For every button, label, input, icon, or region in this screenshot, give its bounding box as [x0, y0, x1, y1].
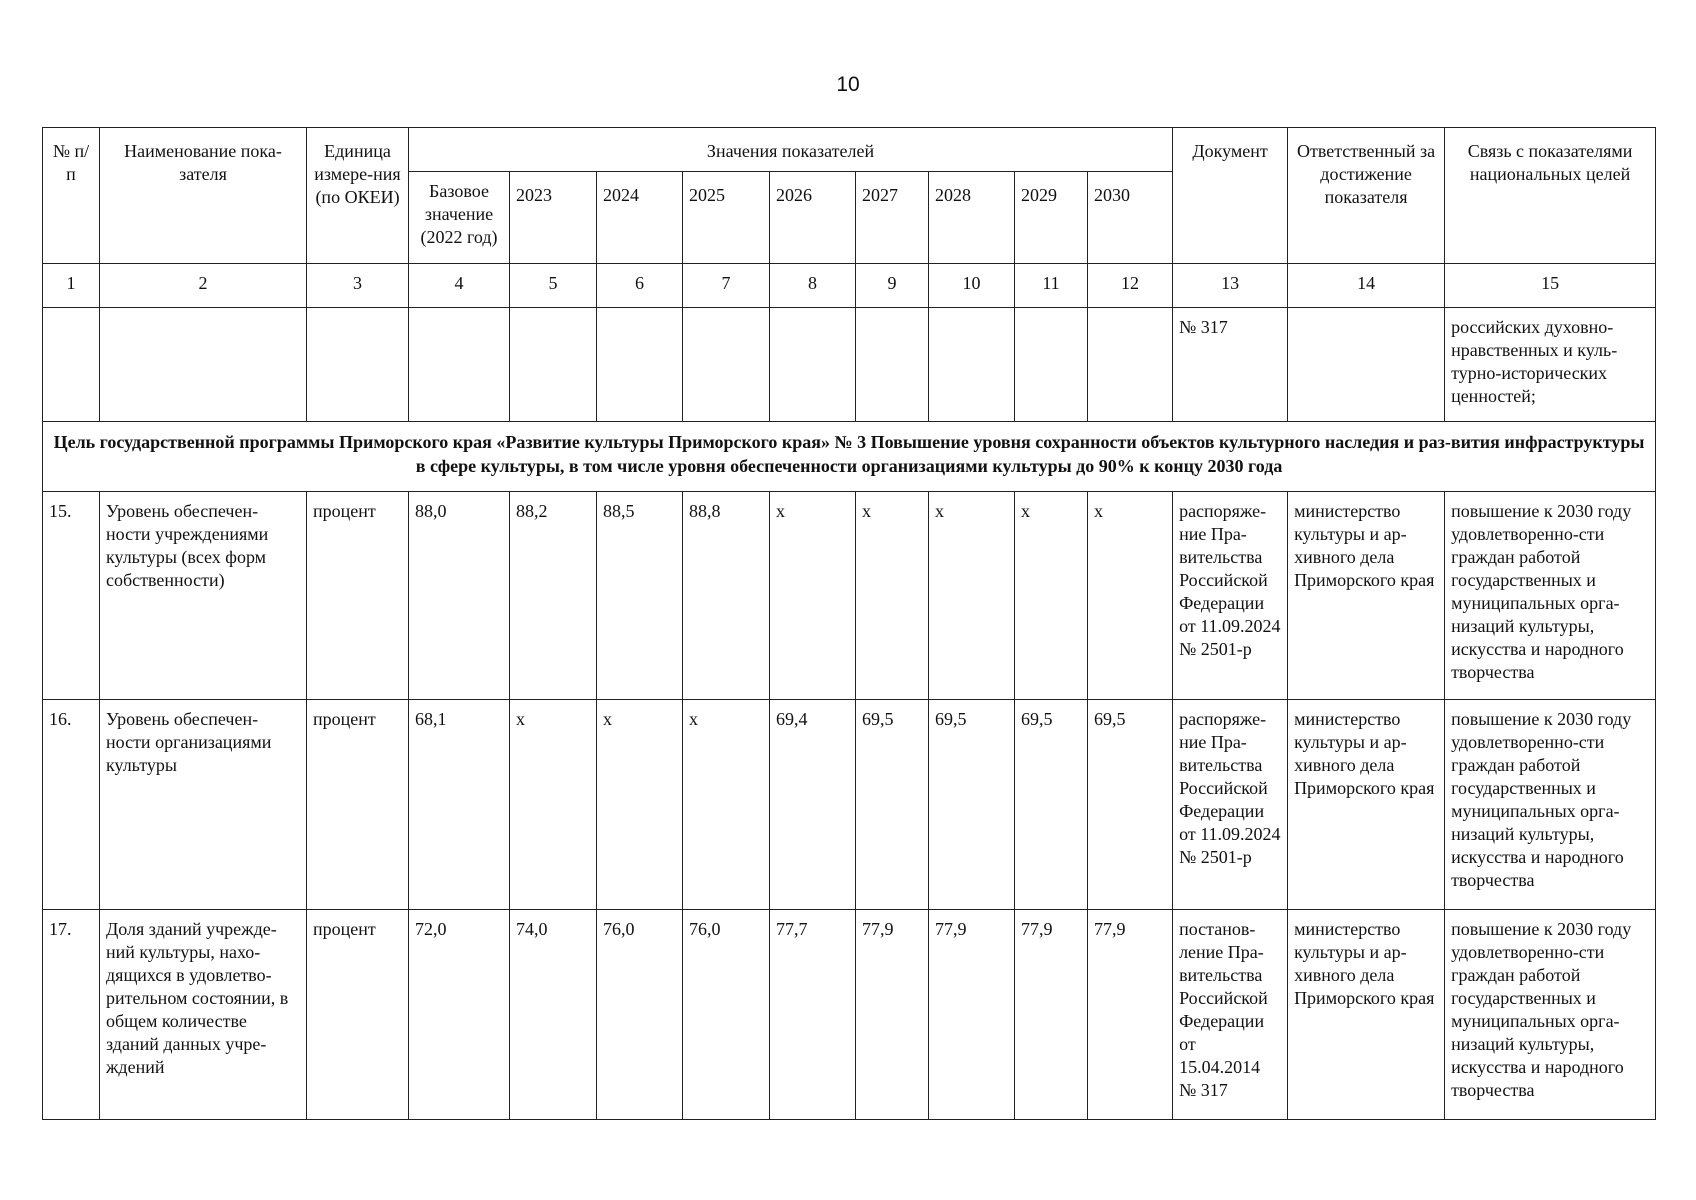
row-value: x	[683, 700, 770, 910]
row-value: 88,2	[510, 492, 597, 700]
row-value: x	[1015, 492, 1088, 700]
column-number: 11	[1015, 264, 1088, 308]
row-value: 69,5	[929, 700, 1015, 910]
table-row	[43, 910, 1656, 1120]
row-responsible: министерство культуры и ар-хивного дела Приморского края	[1288, 492, 1445, 700]
row-link: повышение к 2030 году удовлетворенно-сти граждан работой государственных и муниципальных орга-низаций культуры, искусства и народного творчества	[1445, 910, 1656, 1120]
row-num: 17.	[43, 910, 100, 1120]
row-num: 16.	[43, 700, 100, 910]
column-number: 10	[929, 264, 1015, 308]
header-year: 2030	[1088, 172, 1173, 264]
row-value: 69,5	[1088, 700, 1173, 910]
column-number: 13	[1173, 264, 1288, 308]
column-number: 5	[510, 264, 597, 308]
row-value: 69,5	[856, 700, 929, 910]
row-value: 88,8	[683, 492, 770, 700]
empty-cell	[43, 308, 100, 422]
row-value: x	[597, 700, 683, 910]
row-unit: процент	[307, 492, 409, 700]
column-number: 15	[1445, 264, 1656, 308]
column-number: 4	[409, 264, 510, 308]
row-responsible: министерство культуры и ар-хивного дела Приморского края	[1288, 910, 1445, 1120]
header-year: 2025	[683, 172, 770, 264]
empty-cell	[683, 308, 770, 422]
table-row	[43, 700, 1656, 910]
row-value: 77,9	[1088, 910, 1173, 1120]
row-document: распоряже-ние Пра-вительства Российской Федерации от 11.09.2024 № 2501-р	[1173, 492, 1288, 700]
empty-cell	[307, 308, 409, 422]
column-number: 3	[307, 264, 409, 308]
row-value: 74,0	[510, 910, 597, 1120]
column-number: 7	[683, 264, 770, 308]
row-name: Доля зданий учрежде-ний культуры, нахо-дящихся в удовлетво-рительном состоянии, в общем количестве зданий данных учре-ждений	[100, 910, 307, 1120]
header-year: 2027	[856, 172, 929, 264]
empty-cell	[510, 308, 597, 422]
header-document: Документ	[1173, 128, 1288, 264]
header-row-1	[43, 128, 1656, 172]
goal-row	[43, 422, 1656, 492]
header-year: 2028	[929, 172, 1015, 264]
header-values-group: Значения показателей	[409, 128, 1173, 172]
header-link: Связь с показателями национальных целей	[1445, 128, 1656, 264]
header-unit: Единица измере-ния (по ОКЕИ)	[307, 128, 409, 264]
row-value: 88,5	[597, 492, 683, 700]
row-document: распоряже-ние Пра-вительства Российской Федерации от 11.09.2024 № 2501-р	[1173, 700, 1288, 910]
row-value: x	[1088, 492, 1173, 700]
row-base: 68,1	[409, 700, 510, 910]
header-year: 2029	[1015, 172, 1088, 264]
row-value: x	[929, 492, 1015, 700]
row-value: x	[770, 492, 856, 700]
continuation-document: № 317	[1173, 308, 1288, 422]
row-responsible: министерство культуры и ар-хивного дела Приморского края	[1288, 700, 1445, 910]
row-value: 77,9	[1015, 910, 1088, 1120]
column-number: 12	[1088, 264, 1173, 308]
row-link: повышение к 2030 году удовлетворенно-сти граждан работой государственных и муниципальных орга-низаций культуры, искусства и народного творчества	[1445, 700, 1656, 910]
row-value: 76,0	[683, 910, 770, 1120]
row-value: x	[510, 700, 597, 910]
empty-cell	[1088, 308, 1173, 422]
header-responsible: Ответственный за достижение показателя	[1288, 128, 1445, 264]
empty-cell	[856, 308, 929, 422]
continuation-link: российских духовно-нравственных и куль-турно-исторических ценностей;	[1445, 308, 1656, 422]
header-num: № п/п	[43, 128, 100, 264]
empty-cell	[597, 308, 683, 422]
header-year: 2023	[510, 172, 597, 264]
column-number: 9	[856, 264, 929, 308]
column-number: 8	[770, 264, 856, 308]
column-number: 6	[597, 264, 683, 308]
row-value: 77,7	[770, 910, 856, 1120]
continuation-row	[43, 308, 1656, 422]
row-value: 69,4	[770, 700, 856, 910]
row-value: 69,5	[1015, 700, 1088, 910]
goal-text: Цель государственной программы Приморского края «Развитие культуры Приморского края» № 3 Повышение уровня сохранности объектов культурного наследия и раз-вития инфраструктуры в сфере культуры, в том числе уровня обеспеченности организациями культуры до 90% к концу 2030 года	[43, 422, 1656, 492]
row-value: 77,9	[929, 910, 1015, 1120]
row-unit: процент	[307, 910, 409, 1120]
column-numbers-row	[43, 264, 1656, 308]
row-link: повышение к 2030 году удовлетворенно-сти граждан работой государственных и муниципальных орга-низаций культуры, искусства и народного творчества	[1445, 492, 1656, 700]
header-year: 2026	[770, 172, 856, 264]
column-number: 2	[100, 264, 307, 308]
row-name: Уровень обеспечен-ности организациями культуры	[100, 700, 307, 910]
row-value: 77,9	[856, 910, 929, 1120]
empty-cell	[1288, 308, 1445, 422]
table-row	[43, 492, 1656, 700]
empty-cell	[409, 308, 510, 422]
row-value: x	[856, 492, 929, 700]
row-base: 88,0	[409, 492, 510, 700]
row-document: постанов-ление Пра-вительства Российской Федерации от 15.04.2014 № 317	[1173, 910, 1288, 1120]
empty-cell	[100, 308, 307, 422]
empty-cell	[1015, 308, 1088, 422]
page-number: 10	[836, 73, 860, 96]
row-base: 72,0	[409, 910, 510, 1120]
indicators-table	[42, 127, 1656, 1120]
header-year: 2024	[597, 172, 683, 264]
row-name: Уровень обеспечен-ности учреждениями культуры (всех форм собственности)	[100, 492, 307, 700]
empty-cell	[929, 308, 1015, 422]
row-value: 76,0	[597, 910, 683, 1120]
column-number: 14	[1288, 264, 1445, 308]
column-number: 1	[43, 264, 100, 308]
header-base: Базовое значение (2022 год)	[409, 172, 510, 264]
header-name: Наименование пока-зателя	[100, 128, 307, 264]
empty-cell	[770, 308, 856, 422]
row-num: 15.	[43, 492, 100, 700]
row-unit: процент	[307, 700, 409, 910]
